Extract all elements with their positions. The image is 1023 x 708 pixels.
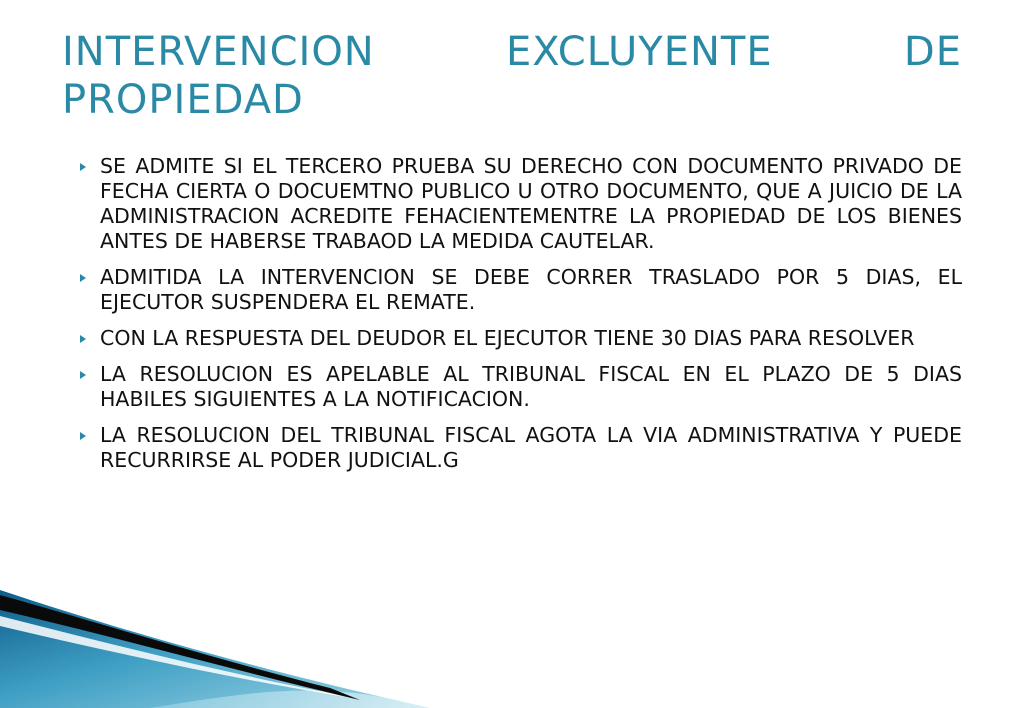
bullet-text: LA RESOLUCION ES APELABLE AL TRIBUNAL FISCAL EN EL PLAZO DE 5 DIAS HABILES SIGUIENTES A LA NOTIFICACION. bbox=[100, 362, 962, 411]
bullet-item bbox=[78, 362, 962, 412]
bullet-text: ADMITIDA LA INTERVENCION SE DEBE CORRER TRASLADO POR 5 DIAS, EL EJECUTOR SUSPENDERA EL REMATE. bbox=[100, 265, 962, 314]
triangle-right-icon bbox=[78, 157, 88, 177]
triangle-right-icon bbox=[78, 329, 88, 349]
bullet-text: LA RESOLUCION DEL TRIBUNAL FISCAL AGOTA LA VIA ADMINISTRATIVA Y PUEDE RECURRIRSE AL PODER JUDICIAL.G bbox=[100, 423, 962, 472]
slide-title: INTERVENCION EXCLUYENTE DE PROPIEDAD bbox=[62, 29, 962, 123]
bullet-item bbox=[78, 265, 962, 315]
bullet-item bbox=[78, 423, 962, 473]
bullet-text: SE ADMITE SI EL TERCERO PRUEBA SU DERECHO CON DOCUMENTO PRIVADO DE FECHA CIERTA O DOCUEMTNO PUBLICO U OTRO DOCUMENTO, QUE A JUICIO DE LA ADMINISTRACION ACREDITE FEHACIENTEMENTRE LA PROPIEDAD DE LOS BIENES ANTES DE HABERSE TRABAOD LA MEDIDA CAUTELAR. bbox=[100, 154, 962, 253]
wave-decoration bbox=[0, 560, 1023, 708]
bullet-text: CON LA RESPUESTA DEL DEUDOR EL EJECUTOR TIENE 30 DIAS PARA RESOLVER bbox=[100, 326, 915, 350]
triangle-right-icon bbox=[78, 426, 88, 446]
bullet-item bbox=[78, 326, 962, 351]
bullet-list bbox=[78, 154, 962, 484]
triangle-right-icon bbox=[78, 268, 88, 288]
bullet-item bbox=[78, 154, 962, 254]
triangle-right-icon bbox=[78, 365, 88, 385]
